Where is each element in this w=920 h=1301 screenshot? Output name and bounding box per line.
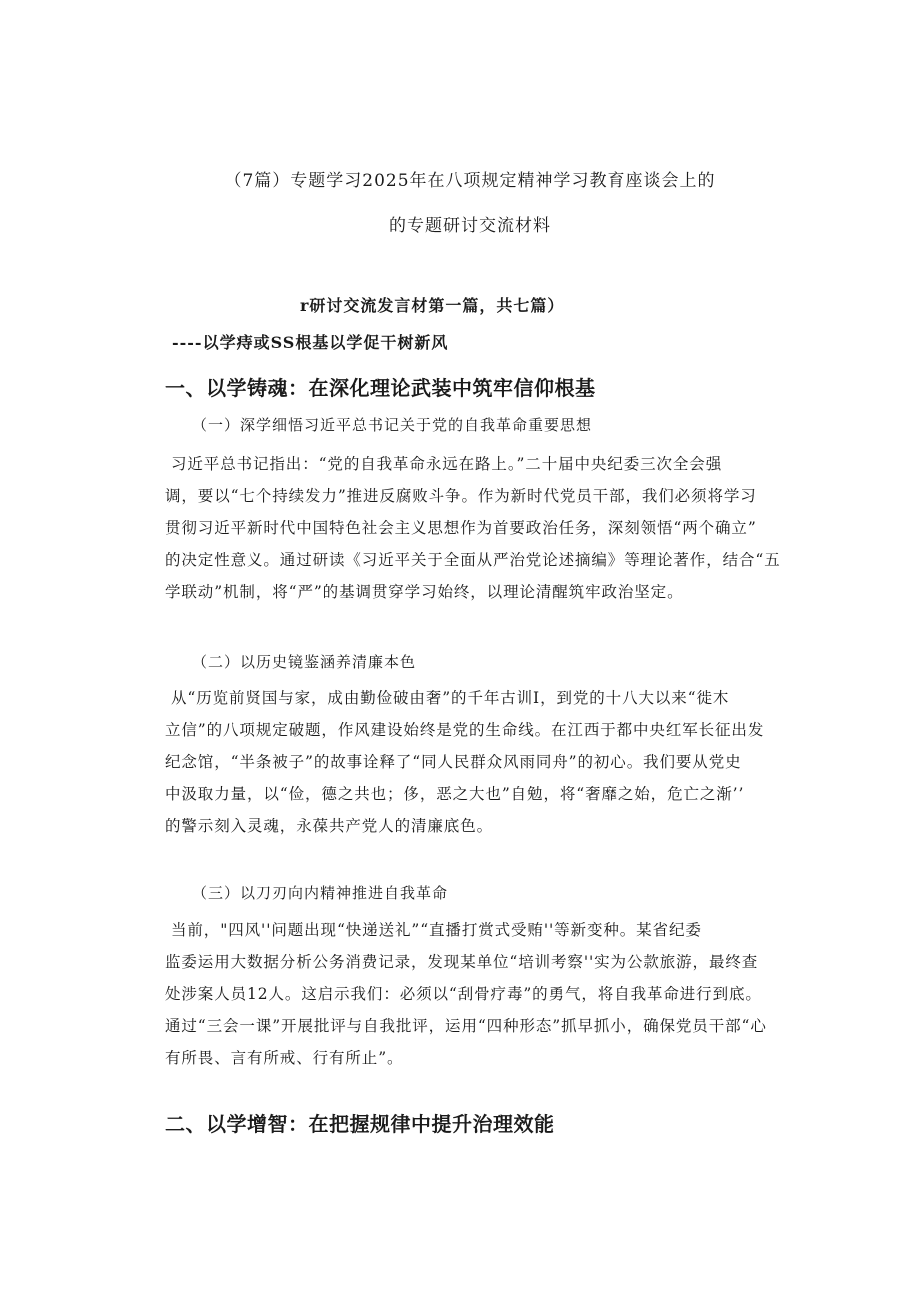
section-1-sub-3-heading: （三）以刀刃向内精神推进自我革命 [192, 884, 449, 902]
paragraph-line: 有所畏、言有所戒、行有所止”。 [165, 1049, 404, 1067]
paragraph-line: 监委运用大数据分析公务消费记录，发现某单位“培训考察''实为公款旅游，最终查 [165, 953, 759, 971]
section-2-heading: 二、以学增智：在把握规律中提升治理效能 [165, 1112, 555, 1136]
paragraph-line: 当前，"四风''问题出现“快递送礼”“直播打赏式受贿''等新变种。某省纪委 [171, 921, 702, 939]
paragraph-line: 学联动”机制，将“严”的基调贯穿学习始终，以理论清醒筑牢政治坚定。 [165, 583, 684, 601]
paragraph-line: 立信”的八项规定破题，作风建设始终是党的生命线。在江西于都中央红军长征出发 [165, 721, 765, 739]
section-1-sub-2-heading: （二）以历史镜鉴涵养清廉本色 [192, 653, 417, 671]
document-theme-line: ----以学痔或SS根基以学促干树新风 [172, 333, 449, 352]
paragraph-line: 贯彻习近平新时代中国特色社会主义思想作为首要政治任务，深刻领悟“两个确立” [165, 519, 757, 537]
paragraph-line: 处涉案人员12人。这启示我们：必须以“刮骨疗毒”的勇气，将自我革命进行到底。 [165, 985, 762, 1003]
section-1-heading: 一、以学铸魂：在深化理论武装中筑牢信仰根基 [165, 376, 596, 400]
paragraph-line: 通过“三会一课”开展批评与自我批评，运用“四种形态”抓早抓小，确保党员干部“心 [165, 1017, 767, 1035]
title-line-1: （7篇）专题学习2025年在八项规定精神学习教育座谈会上的 [224, 171, 716, 191]
paragraph-line: 从“历览前贤国与家，成由勤俭破由奢”的千年古训I，到党的十八大以来“徙木 [171, 689, 730, 707]
document-title [120, 173, 820, 190]
document-title-continued [120, 218, 820, 235]
section-1-sub-1-paragraph [165, 448, 805, 608]
paragraph-line: 习近平总书记指出：“党的自我革命永远在路上。”二十届中央纪委三次全会强 [171, 455, 723, 473]
paragraph-line: 中汲取力量，以“俭，德之共也；侈，恶之大也”自勉，将“奢靡之始，危亡之渐’’ [165, 785, 745, 803]
paragraph-line: 调，要以“七个持续发力”推进反腐败斗争。作为新时代党员干部，我们必须将学习 [165, 487, 757, 505]
title-line-2: 的专题研讨交流材料 [389, 216, 551, 236]
section-1-sub-1-heading: （一）深学细悟习近平总书记关于党的自我革命重要思想 [192, 416, 593, 434]
section-1-sub-3-paragraph [165, 914, 805, 1074]
paragraph-line: 的决定性意义。通过研读《习近平关于全面从严治党论述摘编》等理论著作，结合“五 [165, 551, 781, 569]
paragraph-line: 的警示刻入灵魂，永葆共产党人的清廉底色。 [165, 817, 494, 835]
document-subtitle: r研讨交流发言材第一篇，共七篇） [300, 296, 565, 315]
section-1-sub-2-paragraph [165, 682, 805, 842]
paragraph-line: 纪念馆，“半条被子”的故事诠释了“同人民群众风雨同舟”的初心。我们要从党史 [165, 753, 742, 771]
